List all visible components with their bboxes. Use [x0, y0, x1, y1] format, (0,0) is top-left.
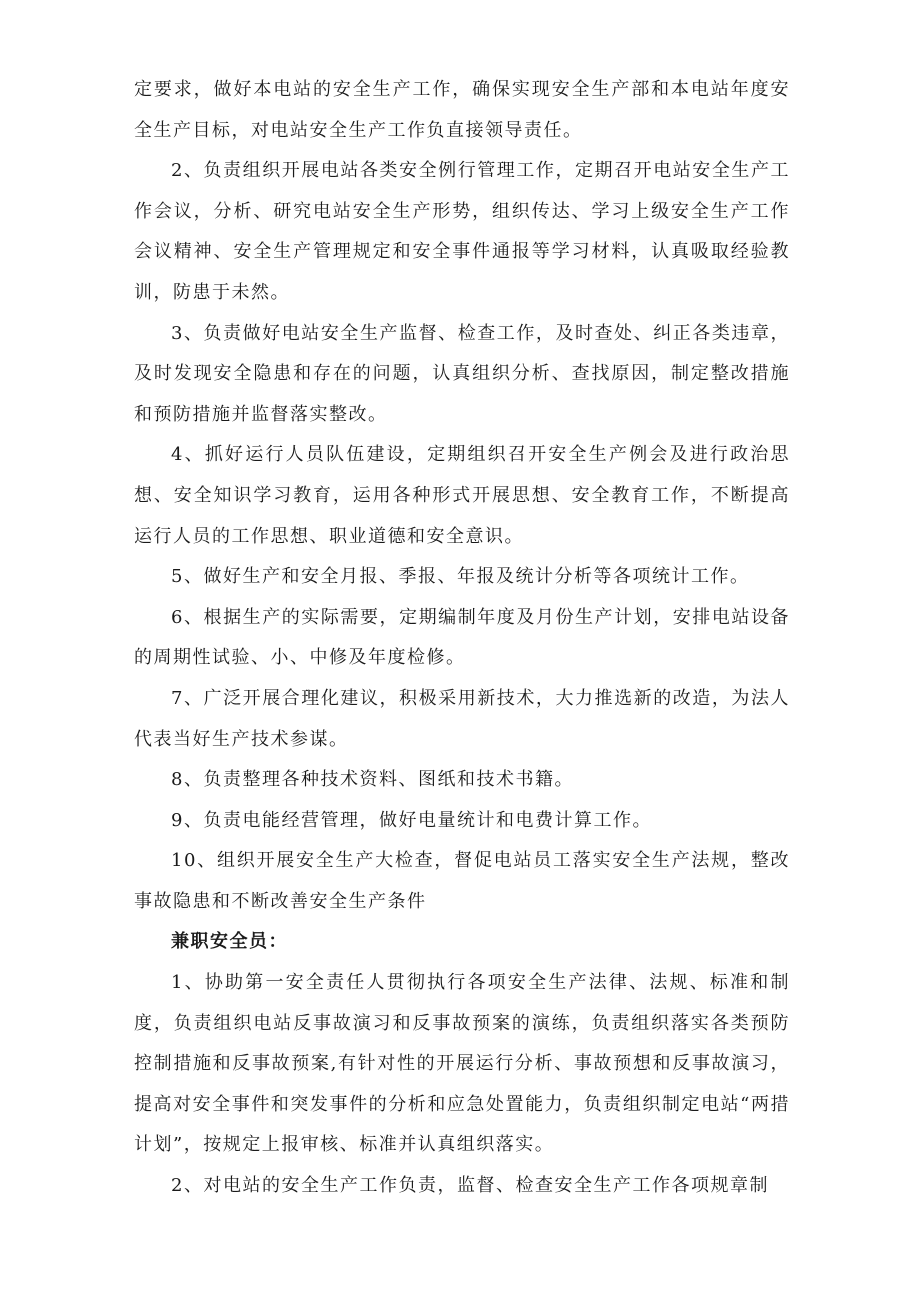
paragraph-item-10: 10、组织开展安全生产大检查，督促电站员工落实安全生产法规，整改事故隐患和不断改善安全生产条件	[134, 850, 790, 912]
paragraph-continuation: 定要求，做好本电站的安全生产工作，确保实现安全生产部和本电站年度安全生产目标，对电站安全生产工作负直接领导责任。	[134, 79, 790, 141]
paragraph-item-6: 6、根据生产的实际需要，定期编制年度及月份生产计划，安排电站设备的周期性试验、小、中修及年度检修。	[134, 606, 790, 669]
paragraph-item-9: 9、负责电能经营管理，做好电量统计和电费计算工作。	[171, 809, 652, 831]
paragraph-item-8: 8、负责整理各种技术资料、图纸和技术书籍。	[171, 769, 574, 791]
paragraph-item-2: 2、负责组织开展电站各类安全例行管理工作，定期召开电站安全生产工作会议，分析、研究电站安全生产形势，组织传达、学习上级安全生产工作会议精神、安全生产管理规定和安全事件通报等学习材料，认真吸取经验教训，防患于未然。	[134, 160, 790, 303]
section-paragraph-item-1: 1、协助第一安全责任人贯彻执行各项安全生产法律、法规、标准和制度，负责组织电站反事故演习和反事故预案的演练，负责组织落实各类预防控制措施和反事故预案,有针对性的开展运行分析、事故预想和反事故演习，提高对安全事件和突发事件的分析和应急处置能力，负责组织制定电站“两措计划”，按规定上报审核、标准并认真组织落实。	[134, 972, 790, 1156]
section-heading: 兼职安全员：	[171, 931, 288, 953]
section-paragraph-item-2: 2、对电站的安全生产工作负责，监督、检查安全生产工作各项规章制	[171, 1175, 769, 1197]
document-body	[134, 70, 790, 1207]
paragraph-item-4: 4、抓好运行人员队伍建设，定期组织召开安全生产例会及进行政治思想、安全知识学习教育，运用各种形式开展思想、安全教育工作，不断提高运行人员的工作思想、职业道德和安全意识。	[134, 444, 790, 547]
paragraph-item-5: 5、做好生产和安全月报、季报、年报及统计分析等各项统计工作。	[171, 566, 750, 588]
paragraph-item-3: 3、负责做好电站安全生产监督、检查工作，及时查处、纠正各类违章，及时发现安全隐患和存在的问题，认真组织分析、查找原因，制定整改措施和预防措施并监督落实整改。	[134, 322, 790, 425]
paragraph-item-7: 7、广泛开展合理化建议，积极采用新技术，大力推选新的改造，为法人代表当好生产技术参谋。	[134, 687, 790, 750]
